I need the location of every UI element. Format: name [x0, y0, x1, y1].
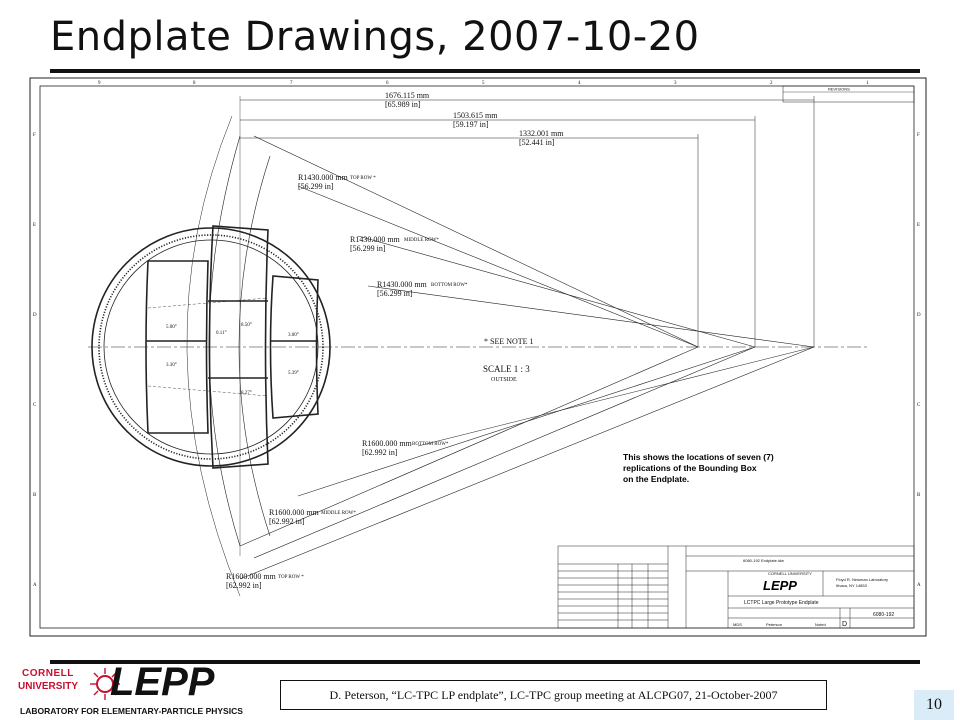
- col-marker: 8: [193, 81, 196, 86]
- tb-size: D: [842, 621, 848, 628]
- tb-dwg-no: 6080-192: [873, 612, 895, 618]
- row-marker: C: [33, 403, 37, 408]
- dimension-mm: 1676.115 mm: [385, 91, 430, 100]
- col-marker: 4: [578, 81, 581, 86]
- dimension-in: [59.197 in]: [453, 120, 489, 129]
- see-note: * SEE NOTE 1: [484, 337, 534, 346]
- note-line: replications of the Bounding Box: [623, 463, 757, 473]
- page-number: 10: [914, 690, 954, 720]
- col-marker: 1: [866, 81, 869, 86]
- scale-label: SCALE 1 : 3: [483, 364, 530, 374]
- dimension-in: [52.441 in]: [519, 138, 555, 147]
- logo-wordmark: LEPP: [110, 660, 215, 704]
- radius-mm: R1600.000 mm: [269, 508, 319, 517]
- logo-cornell: CORNELL: [22, 668, 74, 679]
- tb-university: CORNELL UNIVERSITY: [768, 571, 812, 576]
- radius-row: MIDDLE ROW*: [404, 238, 439, 243]
- dimension-mm: 1503.615 mm: [453, 111, 498, 120]
- angle-label: 8.50°: [241, 323, 252, 328]
- col-marker: 7: [290, 81, 293, 86]
- dimension-mm: 1332.001 mm: [519, 129, 564, 138]
- col-marker: 3: [674, 81, 677, 86]
- tb-drawn-by: MDS: [733, 622, 742, 627]
- row-marker: E: [917, 223, 921, 228]
- logo-subtitle: LABORATORY FOR ELEMENTARY-PARTICLE PHYSICS: [20, 706, 243, 716]
- radius-mm: R1600.000 mm: [362, 439, 412, 448]
- row-marker: C: [917, 403, 921, 408]
- row-marker: B: [917, 493, 921, 498]
- row-marker: B: [33, 493, 37, 498]
- row-marker: D: [917, 313, 921, 318]
- row-marker: A: [33, 583, 37, 588]
- tb-part-title: LCTPC Large Prototype Endplate: [744, 600, 819, 606]
- title-underline: [50, 69, 920, 73]
- tb-file: 6080-192 Endplate.idw: [743, 558, 784, 563]
- radius-in: [56.299 in]: [298, 182, 334, 191]
- radius-row: TOP ROW *: [350, 176, 376, 181]
- radius-row: MIDDLE ROW*: [321, 511, 356, 516]
- tb-checked: Peterson: [766, 622, 783, 627]
- revisions-label: REVISIONS: [828, 86, 850, 92]
- angle-label: 8.27°: [241, 391, 252, 396]
- note-line: on the Endplate.: [623, 474, 690, 484]
- col-marker: 2: [770, 81, 773, 86]
- tb-city: Ithaca, NY 14853: [836, 583, 867, 588]
- radius-in: [62.992 in]: [362, 448, 398, 457]
- radius-in: [62.992 in]: [226, 581, 262, 590]
- logo-university: UNIVERSITY: [18, 681, 79, 692]
- radius-row: BOTTOM ROW*: [412, 442, 449, 447]
- row-marker: F: [33, 133, 36, 138]
- angle-label: 5.39°: [288, 371, 299, 376]
- radius-mm: R1430.000 mm: [298, 173, 348, 182]
- lepp-logo: [10, 660, 243, 720]
- col-marker: 5: [482, 81, 485, 86]
- slide-title: Endplate Drawings, 2007-10-20: [50, 14, 700, 60]
- col-marker: 6: [386, 81, 389, 86]
- tb-lepp-logo: LEPP: [763, 578, 797, 593]
- radius-in: [62.992 in]: [269, 517, 305, 526]
- angle-label: 0.11°: [216, 331, 227, 336]
- row-marker: D: [33, 313, 37, 318]
- tb-scale: Noted: [815, 622, 826, 627]
- dimension-in: [65.989 in]: [385, 100, 421, 109]
- radius-in: [56.299 in]: [377, 289, 413, 298]
- angle-label: 3.30°: [166, 363, 177, 368]
- radius-row: TOP ROW *: [278, 575, 304, 580]
- engineering-drawing: [28, 76, 928, 638]
- tb-lab: Floyd R. Newman Laboratory: [836, 577, 889, 582]
- angle-label: 3.00°: [288, 333, 299, 338]
- radius-in: [56.299 in]: [350, 244, 386, 253]
- radius-row: BOTTOM ROW*: [431, 283, 468, 288]
- footer-caption: D. Peterson, “LC-TPC LP endplate”, LC-TPC group meeting at ALCPG07, 21-October-2007: [280, 680, 827, 710]
- row-marker: E: [33, 223, 37, 228]
- row-marker: F: [917, 133, 920, 138]
- radius-mm: R1430.000 mm: [350, 235, 400, 244]
- note-line: This shows the locations of seven (7): [623, 452, 774, 462]
- col-marker: 9: [98, 81, 101, 86]
- angle-label: 5.00°: [166, 325, 177, 330]
- radius-mm: R1600.000 mm: [226, 572, 276, 581]
- radius-mm: R1430.000 mm: [377, 280, 427, 289]
- row-marker: A: [917, 583, 921, 588]
- scale-sub: OUTSIDE: [491, 377, 517, 383]
